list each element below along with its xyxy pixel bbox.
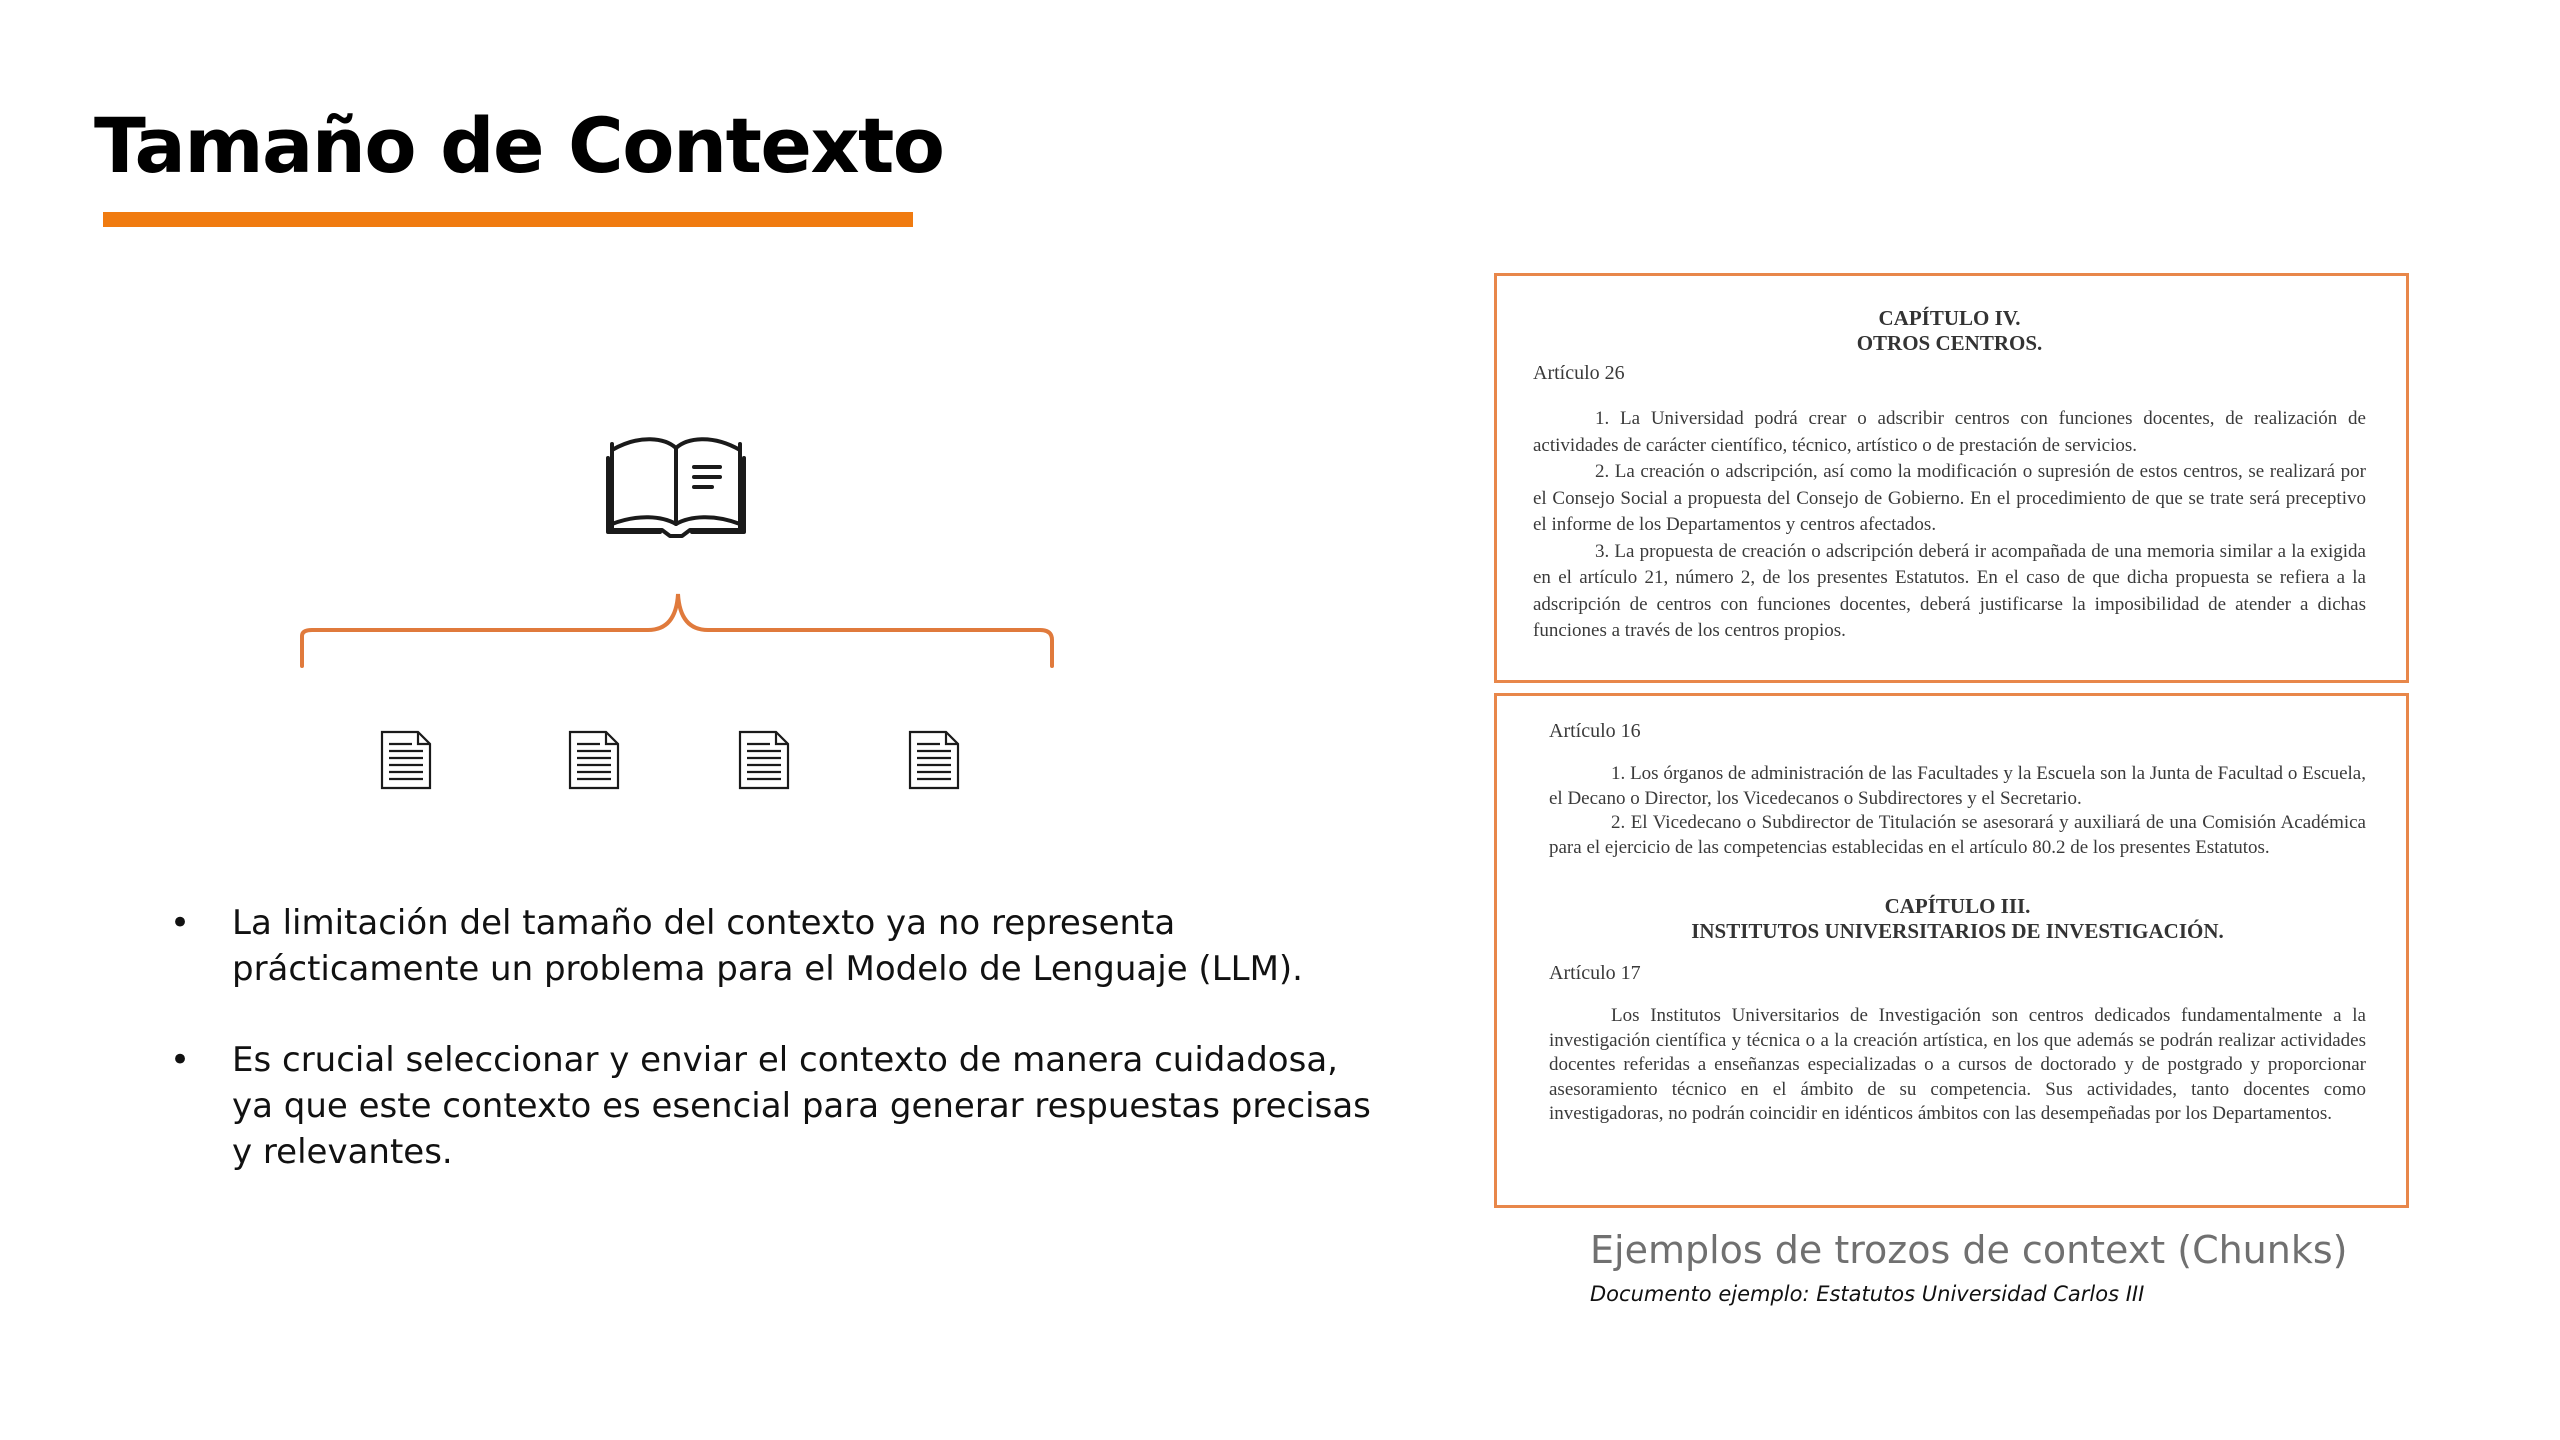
article-paragraph: 3. La propuesta de creación o adscripción deberá ir acompañada de una memoria similar a la exigida en el artículo 21, número 2, de los presentes Estatutos. En el caso de que dicha propuesta se refiera a la adscripción de centros con funciones docentes, deberá justificarse la imposibilidad de atender a dichas funciones a través de los centros propios.	[1533, 540, 2366, 641]
bullet-marker: •	[170, 903, 191, 943]
bullet-list	[166, 900, 1376, 1220]
article-heading: Artículo 26	[1533, 362, 1625, 384]
chapter-heading: CAPÍTULO IV.	[1878, 306, 2021, 330]
bullet-text: La limitación del tamaño del contexto ya no representa prácticamente un problema para el Modelo de Lenguaje (LLM).	[232, 903, 1303, 989]
grouping-brace	[302, 594, 1052, 666]
open-book-icon	[608, 439, 744, 536]
chunks-caption: Ejemplos de trozos de context (Chunks)	[1590, 1228, 2348, 1272]
article-heading: Artículo 17	[1549, 962, 1641, 984]
article-heading: Artículo 16	[1549, 720, 1641, 742]
document-icon	[740, 732, 788, 788]
article-paragraph: 1. Los órganos de administración de las Facultades y la Escuela son la Junta de Facultad o Escuela, el Decano o Director, los Vicedecanos o Subdirectores y el Secretario.	[1549, 763, 2366, 809]
chapter-heading: CAPÍTULO III.	[1884, 894, 2031, 918]
bullet-item	[166, 1037, 1376, 1175]
document-icon	[382, 732, 430, 788]
spacer	[1549, 860, 2366, 894]
article-paragraph: 2. La creación o adscripción, así como la modificación o supresión de estos centros, se realizará por el Consejo Social a propuesta del Consejo de Gobierno. En el procedimiento de que se trate será preceptivo el informe de los Departamentos y centros afectados.	[1533, 461, 2366, 535]
chunk-example-2	[1494, 693, 2409, 1208]
title-underline	[103, 212, 913, 227]
slide-title: Tamaño de Contexto	[94, 101, 944, 190]
article-paragraph: 2. El Vicedecano o Subdirector de Titulación se asesorará y auxiliará de una Comisión Académica para el ejercicio de las competencias establecidas en el artículo 80.2 de los presentes Estatutos.	[1549, 812, 2366, 858]
chunk-example-1	[1494, 273, 2409, 683]
chapter-name: INSTITUTOS UNIVERSITARIOS DE INVESTIGACIÓN.	[1691, 919, 2224, 943]
chapter-name: OTROS CENTROS.	[1856, 331, 2043, 355]
context-diagram	[290, 420, 1080, 820]
bullet-item	[166, 900, 1376, 992]
bullet-marker: •	[170, 1040, 191, 1080]
article-paragraph: 1. La Universidad podrá crear o adscribir centros con funciones docentes, de realización de actividades de carácter científico, técnico, artístico o de prestación de servicios.	[1533, 408, 2366, 456]
document-icon	[570, 732, 618, 788]
bullet-text: Es crucial seleccionar y enviar el contexto de manera cuidadosa, ya que este contexto es esencial para generar respuestas precisas y relevantes.	[232, 1040, 1371, 1172]
document-icon	[910, 732, 958, 788]
article-paragraph: Los Institutos Universitarios de Investigación son centros dedicados fundamentalmente a la investigación científica y técnica o a la creación artística, en los que además se podrán realizar actividades docentes referidas a enseñanzas especializadas o a cursos de doctorado y de postgrado y proporcionar asesoramiento técnico en el ámbito de su competencia. Sus actividades, tanto docentes como investigadoras, no podrán coincidir en idénticos ámbitos con las desempeñadas por los Departamentos.	[1549, 1005, 2366, 1124]
diagram-svg	[290, 420, 1080, 820]
chunks-source-note: Documento ejemplo: Estatutos Universidad Carlos III	[1590, 1282, 2145, 1306]
